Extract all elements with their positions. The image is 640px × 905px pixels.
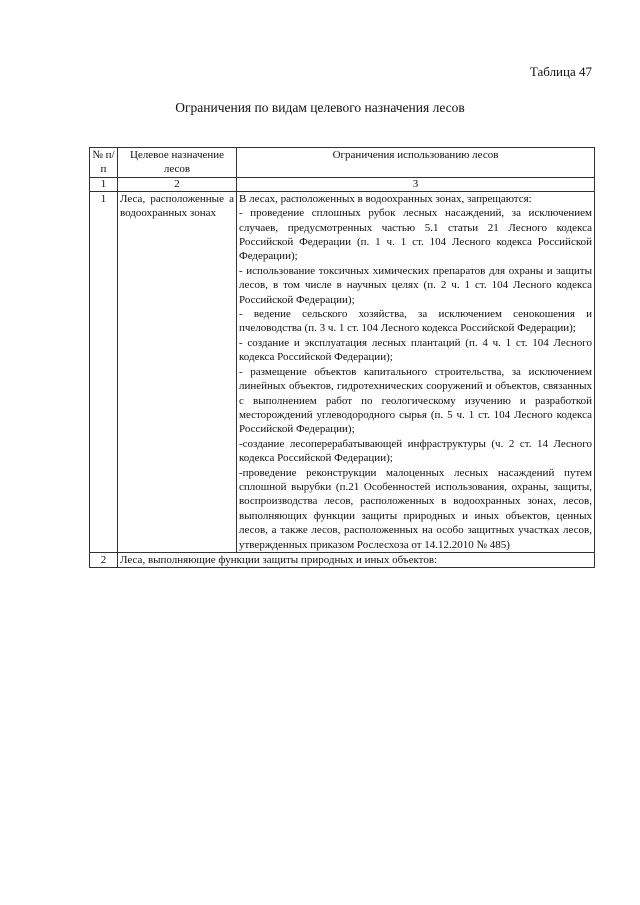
table-row	[90, 552, 595, 567]
column-number: 2	[118, 177, 237, 191]
column-number: 1	[90, 177, 118, 191]
header-restrictions: Ограничения использованию лесов	[237, 148, 595, 178]
document-title: Ограничения по видам целевого назначения лесов	[175, 100, 465, 115]
row-restrictions	[237, 191, 595, 552]
restriction-item: - ведение сельского хозяйства, за исключением сенокошения и пчеловодства (п. 3 ч. 1 ст. 104 Лесного кодекса Российской Федерации);	[239, 308, 592, 335]
column-number: 3	[237, 177, 595, 191]
row-number: 1	[90, 191, 118, 552]
row-number: 2	[90, 552, 118, 567]
header-number: № п/п	[90, 148, 118, 178]
header-purpose: Целевое назначение лесов	[118, 148, 237, 178]
table-number: Таблица 47	[529, 64, 592, 79]
restriction-item: - создание и эксплуатация лесных плантаций (п. 4 ч. 1 ст. 104 Лесного кодекса Российской Федерации);	[239, 336, 592, 364]
column-number-row	[90, 177, 595, 191]
restriction-item: -проведение реконструкции малоценных лесных насаждений путем сплошной вырубки (п.21 Особенностей использования, охраны, защиты, воспроизводства лесов, расположенных в водоохранных зонах, лесов, выполняющих функции защиты природных и иных объектов, ценных лесов, а также лесов, расположенных на особо защитных участках лесов, утвержденных приказом Рослесхоза от 14.12.2010 № 485)	[239, 466, 592, 551]
table-row	[90, 191, 595, 552]
row-purpose: Леса, выполняющие функции защиты природных и иных объектов:	[118, 552, 595, 567]
restriction-item: - проведение сплошных рубок лесных насаждений, за исключением случаев, предусмотренных частью 5.1 статьи 21 Лесного кодекса Российской Федерации (п. 1 ч. 1 ст. 104 Лесного кодекса Российской Федерации);	[239, 207, 592, 263]
restrictions-table	[89, 147, 595, 568]
restrictions-intro: В лесах, расположенных в водоохранных зонах, запрещаются:	[239, 192, 532, 205]
table-header-row	[90, 148, 595, 178]
restriction-item: - использование токсичных химических препаратов для охраны и защиты лесов, в том числе в научных целях (п. 2 ч. 1 ст. 104 Лесного кодекса Российской Федерации);	[239, 264, 592, 306]
restriction-item: -создание лесоперерабатывающей инфраструктуры (ч. 2 ст. 14 Лесного кодекса Российской Федерации);	[239, 437, 592, 465]
row-purpose: Леса, расположенные а водоохранных зонах	[118, 191, 237, 552]
restriction-item: - размещение объектов капитального строительства, за исключением линейных объектов, гидротехнических сооружений и объектов, связанных с выполнением работ по геологическому изучению и разработкой месторождений углеводородного сырья (п. 5 ч. 1 ст. 104 Лесного кодекса Российской Федерации);	[239, 365, 592, 436]
